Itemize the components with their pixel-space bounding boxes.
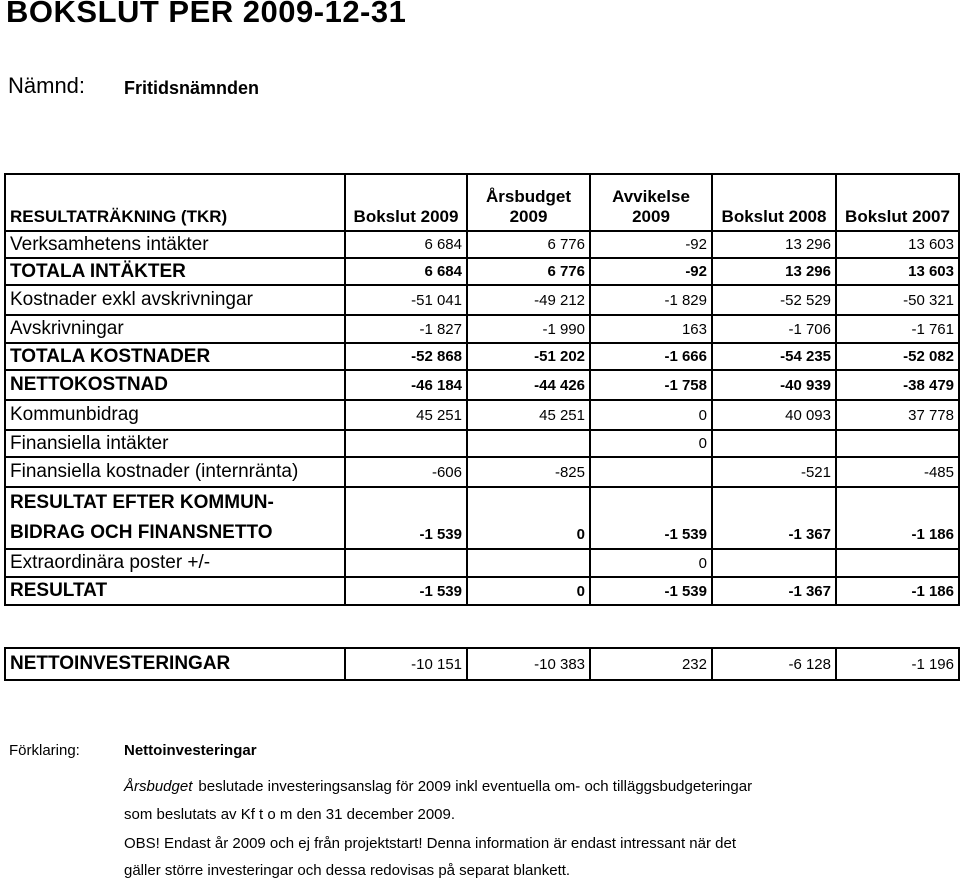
cell-value: -1 539 [345, 487, 467, 549]
cell-value: -1 761 [836, 315, 959, 343]
investments-row [5, 648, 959, 680]
cell-value: -1 827 [345, 315, 467, 343]
row-label: Verksamhetens intäkter [5, 231, 345, 258]
cell-value: 6 684 [345, 231, 467, 258]
investments-table [4, 647, 960, 681]
row-label: TOTALA INTÄKTER [5, 258, 345, 285]
cell-value: -1 367 [712, 487, 836, 549]
row-label: Extraordinära poster +/- [5, 549, 345, 577]
cell-value [590, 457, 712, 487]
row-label: Kommunbidrag [5, 400, 345, 430]
cell-value: -1 367 [712, 577, 836, 605]
cell-value: -92 [590, 258, 712, 285]
table-row [5, 487, 959, 549]
cell-value: -40 939 [712, 370, 836, 400]
row-label: Avskrivningar [5, 315, 345, 343]
cell-value: -1 539 [590, 577, 712, 605]
cell-value: 40 093 [712, 400, 836, 430]
cell-value: -1 539 [590, 487, 712, 549]
table-row [5, 430, 959, 457]
cell-value: -1 186 [836, 577, 959, 605]
cell-value: -1 829 [590, 285, 712, 315]
cell-value: -46 184 [345, 370, 467, 400]
cell-value: 13 296 [712, 258, 836, 285]
investments-label: NETTOINVESTERINGAR [5, 648, 345, 680]
explanation-line-1: Årsbudget beslutade investeringsanslag för 2009 inkl eventuella om- och tilläggsbudgeteringar [124, 778, 753, 795]
row-label: Finansiella kostnader (internränta) [5, 457, 345, 487]
cell-value: 13 603 [836, 258, 959, 285]
cell-value: -825 [467, 457, 590, 487]
header-col-arsbudget-2009: Årsbudget 2009 [467, 174, 590, 231]
cell-value: -51 041 [345, 285, 467, 315]
cell-value: -10 383 [467, 648, 590, 680]
namnd-value: Fritidsnämnden [124, 78, 260, 98]
table-row [5, 400, 959, 430]
cell-value [345, 430, 467, 457]
cell-value: 6 684 [345, 258, 467, 285]
header-row [5, 174, 959, 231]
namnd-label: Nämnd: [8, 73, 86, 98]
table-row [5, 343, 959, 370]
cell-value: -1 196 [836, 648, 959, 680]
cell-value: 45 251 [345, 400, 467, 430]
row-label: NETTOKOSTNAD [5, 370, 345, 400]
cell-value: -485 [836, 457, 959, 487]
row-label: RESULTAT EFTER KOMMUN- BIDRAG OCH FINANSNETTO [5, 487, 345, 549]
cell-value [345, 549, 467, 577]
cell-value: -50 321 [836, 285, 959, 315]
cell-value [836, 430, 959, 457]
cell-value: -52 868 [345, 343, 467, 370]
header-col-bokslut-2007: Bokslut 2007 [836, 174, 959, 231]
cell-value: -44 426 [467, 370, 590, 400]
header-col-bokslut-2008: Bokslut 2008 [712, 174, 836, 231]
cell-value: -38 479 [836, 370, 959, 400]
cell-value: -1 666 [590, 343, 712, 370]
cell-value: -10 151 [345, 648, 467, 680]
explanation-label: Förklaring: [9, 742, 80, 759]
explanation-line-3: OBS! Endast år 2009 och ej från projektstart! Denna information är endast intressant när det [124, 835, 737, 852]
cell-value [467, 430, 590, 457]
header-col-bokslut-2009: Bokslut 2009 [345, 174, 467, 231]
cell-value: 37 778 [836, 400, 959, 430]
header-label: RESULTATRÄKNING (TKR) [5, 174, 345, 231]
cell-value: -1 186 [836, 487, 959, 549]
cell-value [712, 549, 836, 577]
cell-value: 6 776 [467, 258, 590, 285]
row-label: RESULTAT [5, 577, 345, 605]
row-label: Kostnader exkl avskrivningar [5, 285, 345, 315]
row-label: Finansiella intäkter [5, 430, 345, 457]
table-row [5, 231, 959, 258]
cell-value [467, 549, 590, 577]
cell-value: -606 [345, 457, 467, 487]
cell-value [836, 549, 959, 577]
row-label: TOTALA KOSTNADER [5, 343, 345, 370]
table-row [5, 258, 959, 285]
page-title: BOKSLUT PER 2009-12-31 [6, 0, 407, 29]
cell-value: -521 [712, 457, 836, 487]
cell-value: -54 235 [712, 343, 836, 370]
cell-value: 0 [590, 430, 712, 457]
cell-value: 13 603 [836, 231, 959, 258]
cell-value: -1 706 [712, 315, 836, 343]
table-row [5, 549, 959, 577]
cell-value: -92 [590, 231, 712, 258]
cell-value: 45 251 [467, 400, 590, 430]
explanation-line-2: som beslutats av Kf t o m den 31 december 2009. [124, 806, 456, 823]
table-row [5, 315, 959, 343]
cell-value: -52 529 [712, 285, 836, 315]
cell-value: -51 202 [467, 343, 590, 370]
cell-value: 0 [467, 487, 590, 549]
cell-value: -1 990 [467, 315, 590, 343]
explanation-term: Årsbudget [124, 778, 193, 795]
cell-value: 0 [590, 549, 712, 577]
cell-value [712, 430, 836, 457]
cell-value: 0 [467, 577, 590, 605]
table-row [5, 370, 959, 400]
cell-value: -6 128 [712, 648, 836, 680]
table-row [5, 285, 959, 315]
header-col-avvikelse-2009: Avvikelse 2009 [590, 174, 712, 231]
cell-value: 13 296 [712, 231, 836, 258]
cell-value: -49 212 [467, 285, 590, 315]
cell-value: -1 758 [590, 370, 712, 400]
cell-value: 0 [590, 400, 712, 430]
cell-value: -1 539 [345, 577, 467, 605]
explanation-heading: Nettoinvesteringar [124, 742, 257, 759]
cell-value: 6 776 [467, 231, 590, 258]
cell-value: 163 [590, 315, 712, 343]
cell-value: -52 082 [836, 343, 959, 370]
table-row [5, 457, 959, 487]
explanation-line-4: gäller större investeringar och dessa redovisas på separat blankett. [124, 862, 571, 879]
income-statement-table [4, 173, 960, 606]
table-row [5, 577, 959, 605]
cell-value: 232 [590, 648, 712, 680]
